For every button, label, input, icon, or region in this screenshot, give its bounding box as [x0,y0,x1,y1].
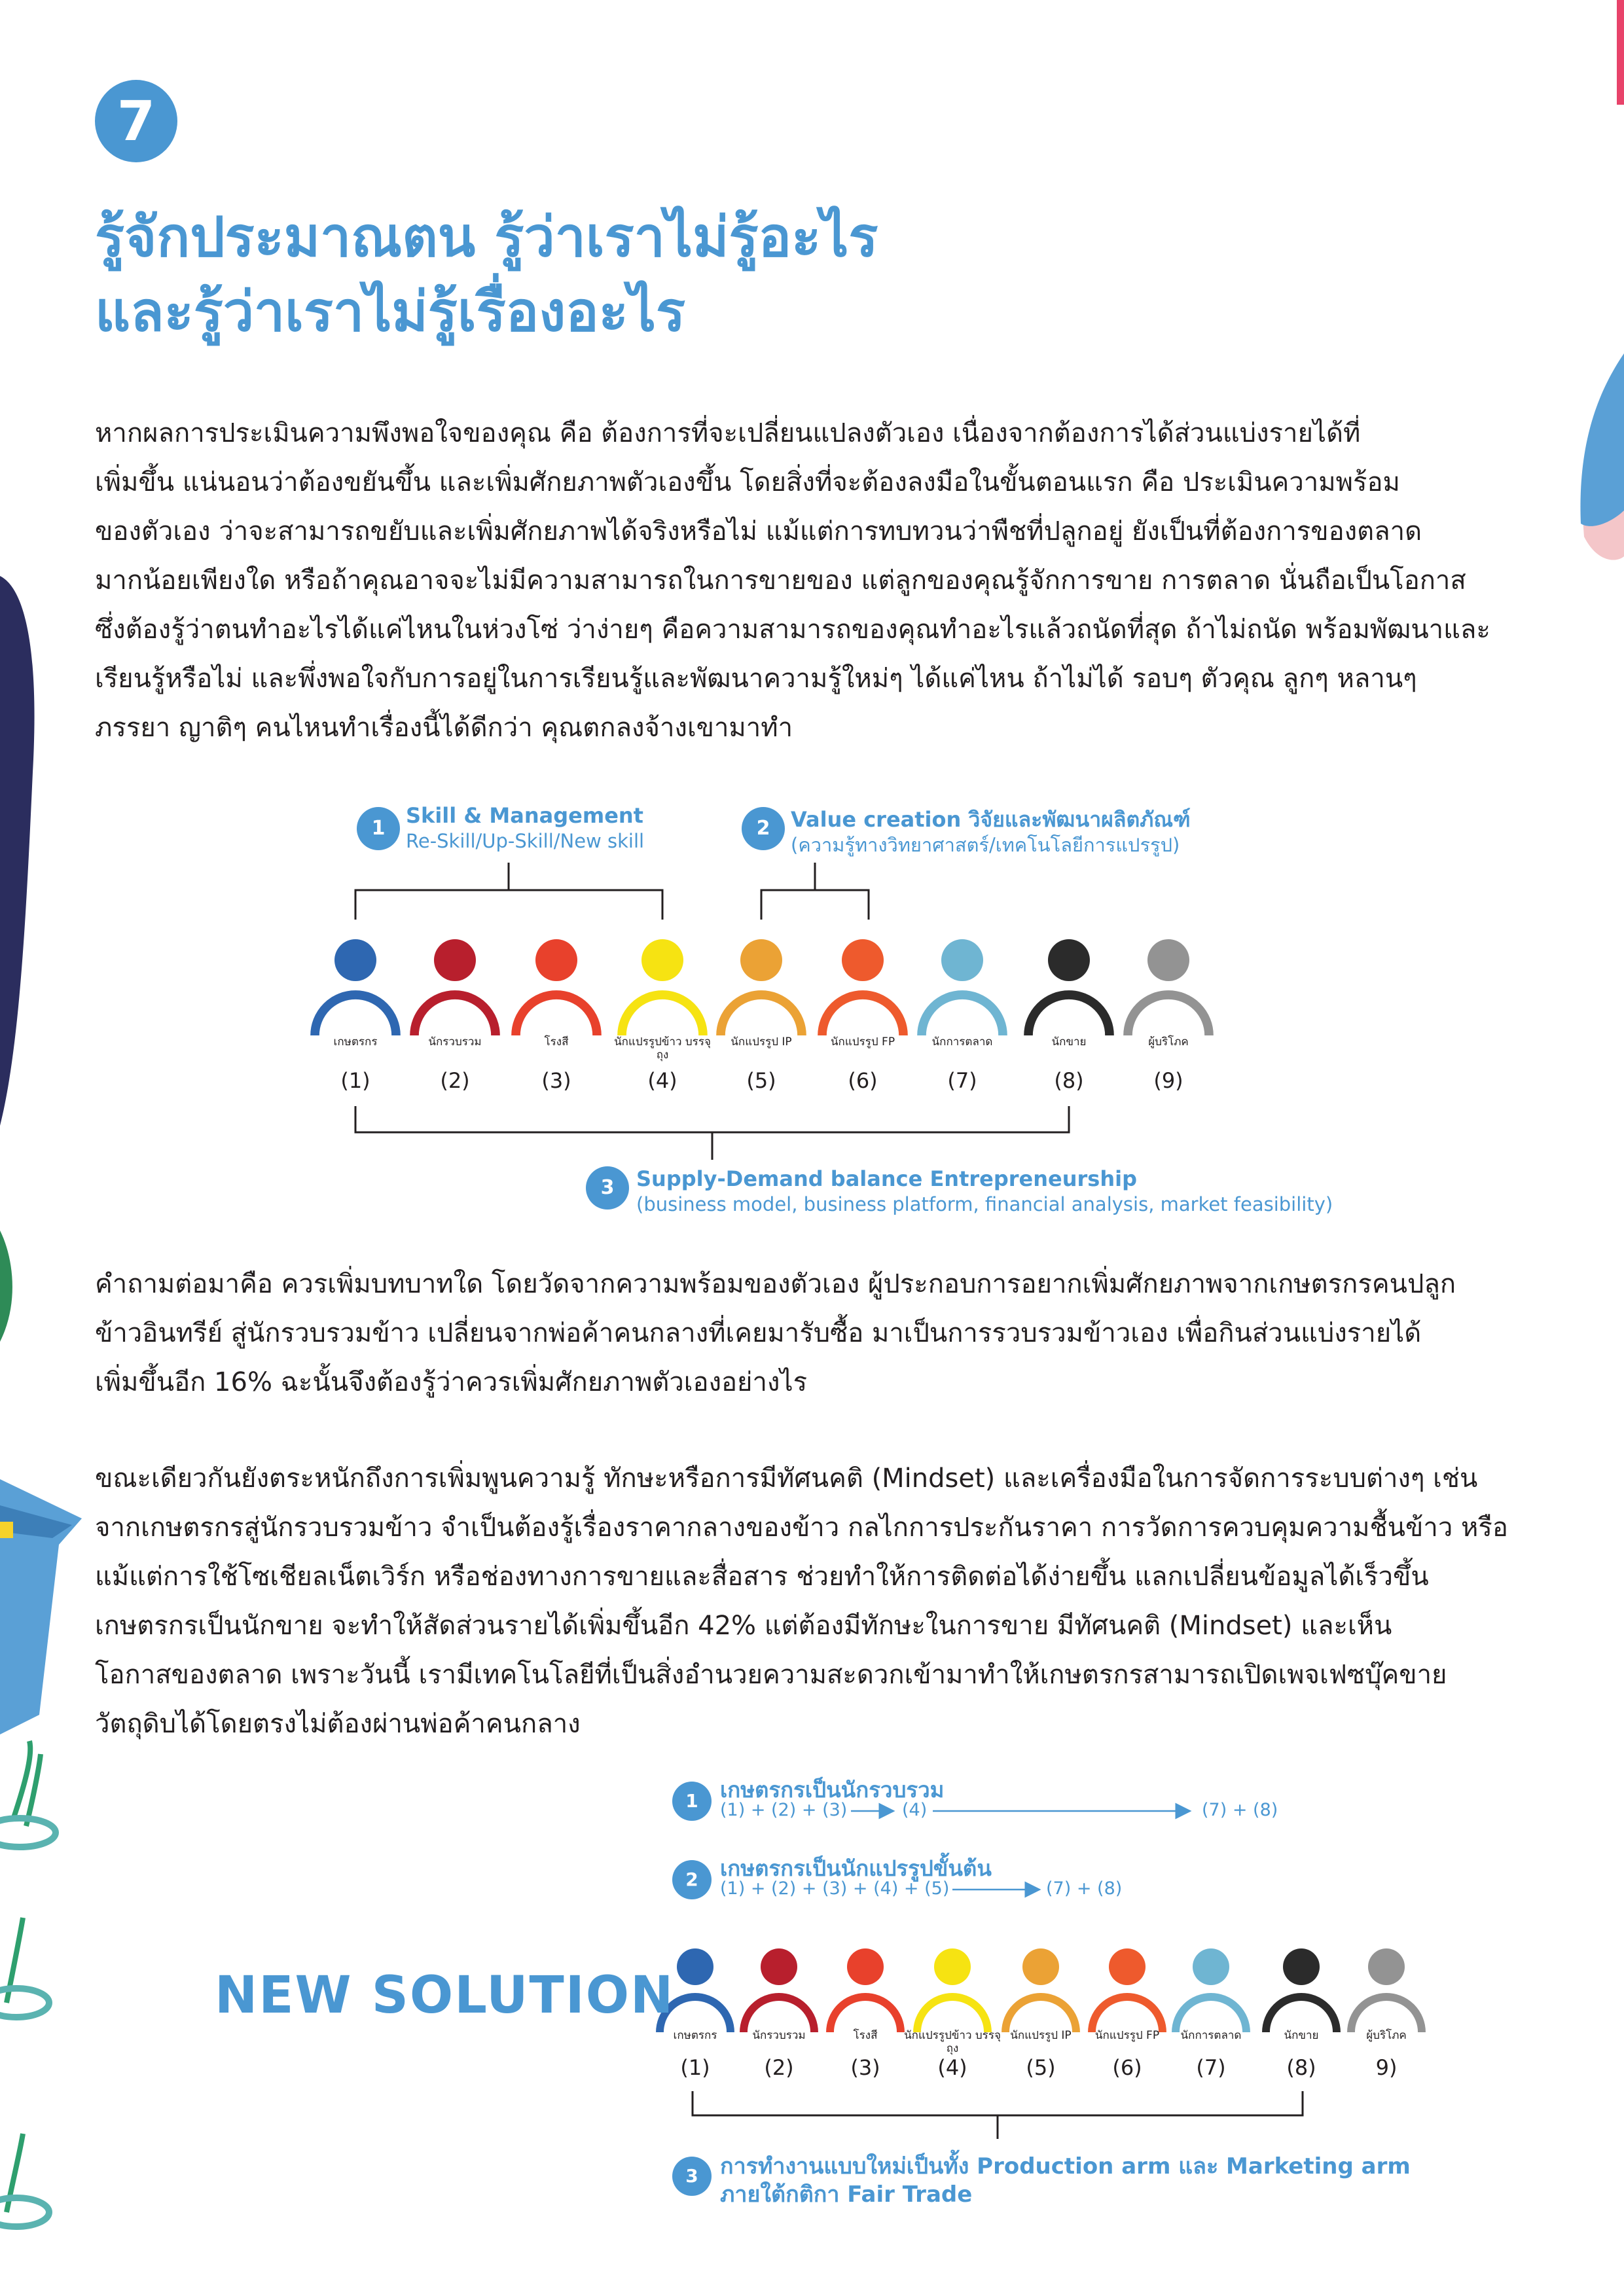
paragraph-line: ข้าวอินทรีย์ สู่นักรวบรวมข้าว เปลี่ยนจากพ่อค้าคนกลางที่เคยมารับซื้อ มาเป็นการรวบรวมข้าวเอง เพื่อกินส่วนแบ่งรายได้ [95,1318,1422,1348]
new-solution-label: NEW SOLUTION [215,1966,675,2025]
person-number: (5) [746,1068,776,1093]
diagram2-bracket [693,2091,1303,2139]
step3-line-2: ภายใต้กติกา Fair Trade [720,2181,973,2208]
bracket-step3 [693,2091,1303,2115]
step1-formula-right: (7) + (8) [1202,1800,1278,1820]
group2-badge: 2 [742,807,785,850]
person-body-icon [1005,1997,1076,2032]
person-label: นักขาย [1284,2029,1319,2042]
paragraph-line: ของตัวเอง ว่าจะสามารถขยับและเพิ่มศักยภาพได้จริงหรือไม่ แม้แต่การทบทวนว่าพืชที่ปลูกอยู่ ยังเป็นที่ต้องการของตลาด [95,516,1422,547]
group1-badge: 1 [357,807,400,850]
person-number: (1) [340,1068,370,1093]
person-head-icon [1283,1948,1320,1985]
person-number: (3) [850,2055,880,2080]
formula-arrows [851,1811,1190,1890]
group2-title: Value creation วิจัยและพัฒนาผลิตภัณฑ์ [791,807,1191,832]
group2-subtitle: (ความรู้ทางวิทยาศาสตร์/เทคโนโลยีการแปรรูป) [791,834,1180,856]
paragraph-line: เพิ่มขึ้นอีก 16% ฉะนั้นจึงต้องรู้ว่าควรเพิ่มศักยภาพตัวเองอย่างไร [95,1367,808,1397]
person-number: (8) [1054,1068,1084,1093]
paragraph-line: ภรรยา ญาติๆ คนไหนทำเรื่องนี้ได้ดีกว่า คุณตกลงจ้างเขามาทำ [95,713,793,743]
person-body-icon [1266,1997,1337,2032]
person-body-icon [1176,1997,1246,2032]
step1-formula-mid: (4) [902,1800,928,1820]
person-label: เกษตรกร [673,2029,717,2042]
person-body-icon [1351,1997,1422,2032]
paragraph-line: วัตถุดิบได้โดยตรงไม่ต้องผ่านพ่อค้าคนกลาง [95,1709,581,1739]
person-head-icon [1022,1948,1059,1985]
person-body-icon [1092,1997,1163,2032]
person-body-icon [917,1997,988,2032]
step2-title: เกษตรกรเป็นนักแปรรูปขั้นต้น [720,1856,992,1881]
person-label: นักแปรรูป IP [1010,2029,1072,2042]
person-number: (2) [764,2055,794,2080]
person-head-icon [847,1948,884,1985]
paragraph-line: หากผลการประเมินความพึงพอใจของคุณ คือ ต้องการที่จะเปลี่ยนแปลงตัวเอง เนื่องจากต้องการได้ส่วนแบ่งรายได้ที่ [95,418,1361,448]
paragraph-line: เกษตรกรเป็นนักขาย จะทำให้สัดส่วนรายได้เพิ่มขึ้นอีก 42% แต่ต้องมีทักษะในการขาย มีทัศนคติ (Mindset) และเห็น [95,1611,1392,1641]
paragraph-line: ขณะเดียวกันยังตระหนักถึงการเพิ่มพูนความรู้ ทักษะหรือการมีทัศนคติ (Mindset) และเครื่องมือในการจัดการระบบต่างๆ เช่น [95,1463,1478,1494]
person-number: (3) [541,1068,571,1093]
title-line-1: รู้จักประมาณตน รู้ว่าเราไม่รู้อะไร [95,205,878,269]
paragraph-line: โอกาสของตลาด เพราะวันนี้ เรามีเทคโนโลยีที่เป็นสิ่งอำนวยความสะดวกเข้ามาทำให้เกษตรกรสามารถเปิดเพจเฟซบุ๊คขาย [95,1660,1447,1690]
person-label: โรงสี [853,2029,878,2042]
step1-title: เกษตรกรเป็นนักรวบรวม [720,1777,945,1803]
person-label: นักแปรรูป FP [830,1035,895,1049]
person-label: เกษตรกร [333,1035,378,1049]
step1-badge: 1 [672,1782,712,1821]
person-label: นักแปรรูป IP [731,1035,792,1049]
person-body-icon [744,1997,814,2032]
person-label: นักการตลาด [1180,2029,1242,2042]
section-number-badge: 7 [95,80,177,162]
step2-badge: 2 [672,1860,712,1899]
person-number: (5) [1026,2055,1056,2080]
person-label: นักรวบรวม [428,1035,482,1049]
person-head-icon [677,1948,713,1985]
paragraph-line: แม้แต่การใช้โซเชียลเน็ตเวิร์ก หรือช่องทางการขายและสื่อสาร ช่วยทำให้การติดต่อได้ง่ายขึ้น แลกเปลี่ยนข้อมูลได้เร็วขึ้น [95,1562,1429,1592]
group3-subtitle: (business model, business platform, financial analysis, market feasibility) [636,1193,1333,1215]
step2-formula-left: (1) + (2) + (3) + (4) + (5) [720,1878,950,1899]
paragraph-line: คำถามต่อมาคือ ควรเพิ่มบทบาทใด โดยวัดจากความพร้อมของตัวเอง ผู้ประกอบการอยากเพิ่มศักยภาพจากเกษตรกรคนปลูก [95,1269,1456,1299]
person-body-icon [830,1997,901,2032]
person-label: นักแปรรูปข้าว บรรจุถุง [614,1035,711,1062]
person-label: โรงสี [544,1035,569,1049]
step1-formula-left: (1) + (2) + (3) [720,1800,848,1820]
person-label: ผู้บริโภค [1148,1035,1189,1049]
person-label: ผู้บริโภค [1366,2029,1407,2042]
step2-formula-right: (7) + (8) [1046,1878,1123,1899]
person-label: นักขาย [1051,1035,1087,1049]
person-number: 9) [1375,2055,1398,2080]
person-number: (7) [1196,2055,1226,2080]
group3-badge: 3 [586,1166,629,1210]
person-head-icon [1193,1948,1229,1985]
person-number: (2) [440,1068,470,1093]
person-label: นักรวบรวม [752,2029,806,2042]
person-label: นักแปรรูปข้าว บรรจุถุง [904,2029,1001,2055]
person-label: นักการตลาด [931,1035,993,1049]
person-head-icon [1368,1948,1405,1985]
paragraph-line: เรียนรู้หรือไม่ และพึ่งพอใจกับการอยู่ในการเรียนรู้และพัฒนาความรู้ใหม่ๆ ได้แค่ไหน ถ้าไม่ได้ รอบๆ ตัวคุณ ลูกๆ หลานๆ [95,664,1417,694]
person-number: (6) [1112,2055,1142,2080]
step3-line-1: การทำงานแบบใหม่เป็นทั้ง Production arm และ Marketing arm [720,2153,1411,2179]
person-number: (6) [848,1068,878,1093]
person-number: (8) [1286,2055,1316,2080]
group1-subtitle: Re-Skill/Up-Skill/New skill [406,830,645,852]
paragraph-line: ซึ่งต้องรู้ว่าตนทำอะไรได้แค่ไหนในห่วงโซ่ ว่าง่ายๆ คือความสามารถของคุณทำอะไรแล้วถนัดที่สุด ถ้าไม่ถนัด พร้อมพัฒนาและ [95,615,1490,645]
paragraph-line: จากเกษตรกรสู่นักรวบรวมข้าว จำเป็นต้องรู้เรื่องราคากลางของข้าว กลไกการประกันราคา การวัดการควบคุมความชื้นข้าว หรือ [95,1513,1508,1543]
group1-title: Skill & Management [406,803,643,828]
person-number: (9) [1153,1068,1183,1093]
paragraph-line: เพิ่มขึ้น แน่นอนว่าต้องขยันขึ้น และเพิ่มศักยภาพตัวเองขึ้น โดยสิ่งที่จะต้องลงมือในขั้นตอนแรก คือ ประเมินความพร้อม [95,467,1400,497]
person-head-icon [761,1948,797,1985]
person-head-icon [934,1948,971,1985]
group3-title: Supply-Demand balance Entrepreneurship [636,1166,1137,1191]
person-head-icon [1109,1948,1146,1985]
step3-badge: 3 [672,2157,712,2196]
person-label: นักแปรรูป FP [1094,2029,1160,2042]
person-number: (1) [680,2055,710,2080]
person-number: (7) [947,1068,977,1093]
person-number: (4) [937,2055,967,2080]
title-line-2: และรู้ว่าเราไม่รู้เรื่องอะไร [95,279,686,344]
person-number: (4) [647,1068,677,1093]
paragraph-line: มากน้อยเพียงใด หรือถ้าคุณอาจจะไม่มีความสามารถในการขายของ แต่ลูกของคุณรู้จักการขาย การตลาด นั่นถือเป็นโอกาส [95,565,1466,596]
